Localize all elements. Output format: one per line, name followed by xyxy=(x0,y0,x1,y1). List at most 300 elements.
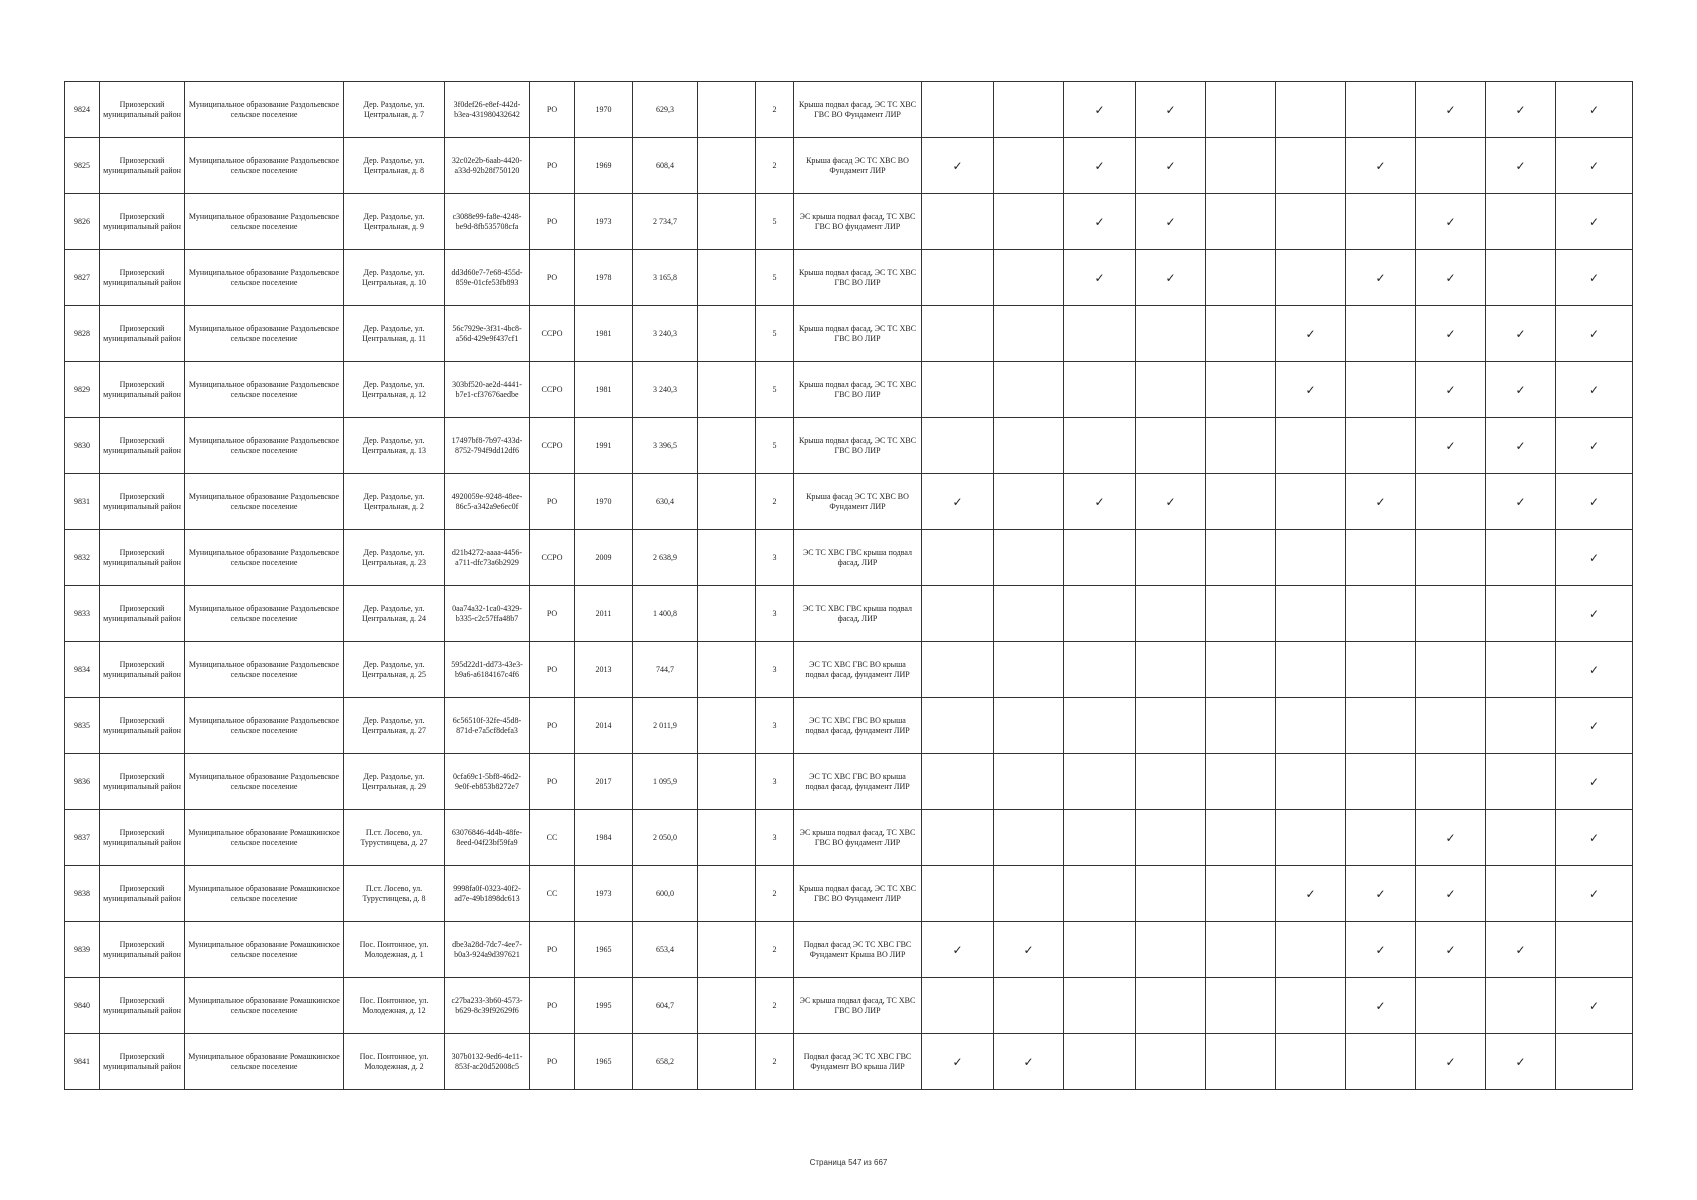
empty-check-cell xyxy=(1136,362,1206,418)
works-list-cell: Крыша подвал фасад, ЭС ТС ХВС ГВС ВО Фундамент ЛИР xyxy=(794,82,922,138)
district-cell: Приозерский муниципальный район xyxy=(100,586,185,642)
build-year-cell: 1981 xyxy=(575,306,633,362)
empty-check-cell xyxy=(1346,194,1416,250)
ownership-type-cell: РО xyxy=(530,138,575,194)
floors-cell: 5 xyxy=(756,194,794,250)
check-mark-icon: ✓ xyxy=(1136,194,1206,250)
floors-cell: 3 xyxy=(756,586,794,642)
floors-cell: 2 xyxy=(756,922,794,978)
empty-check-cell xyxy=(1346,82,1416,138)
address-cell: Дер. Раздолье, ул. Центральная, д. 10 xyxy=(344,250,445,306)
table-row xyxy=(65,306,1633,362)
area-cell: 2 011,9 xyxy=(633,698,698,754)
area-cell: 629,3 xyxy=(633,82,698,138)
check-mark-icon: ✓ xyxy=(1346,474,1416,530)
row-number-cell: 9837 xyxy=(65,810,100,866)
ownership-type-cell: ССРО xyxy=(530,306,575,362)
area-cell: 630,4 xyxy=(633,474,698,530)
check-mark-icon: ✓ xyxy=(1416,1034,1486,1090)
municipality-cell: Муниципальное образование Раздольевское сельское поселение xyxy=(185,306,344,362)
empty-check-cell xyxy=(1416,586,1486,642)
address-cell: Пос. Понтонное, ул. Молодежная, д. 1 xyxy=(344,922,445,978)
ownership-type-cell: СС xyxy=(530,810,575,866)
build-year-cell: 2013 xyxy=(575,642,633,698)
empty-check-cell xyxy=(922,586,994,642)
check-mark-icon: ✓ xyxy=(1556,306,1633,362)
empty-check-cell xyxy=(1276,754,1346,810)
check-mark-icon: ✓ xyxy=(1556,362,1633,418)
build-year-cell: 1973 xyxy=(575,866,633,922)
check-mark-icon: ✓ xyxy=(1556,978,1633,1034)
row-number-cell: 9834 xyxy=(65,642,100,698)
district-cell: Приозерский муниципальный район xyxy=(100,138,185,194)
row-number-cell: 9825 xyxy=(65,138,100,194)
check-mark-icon: ✓ xyxy=(1276,866,1346,922)
address-cell: Дер. Раздолье, ул. Центральная, д. 25 xyxy=(344,642,445,698)
row-number-cell: 9831 xyxy=(65,474,100,530)
check-mark-icon: ✓ xyxy=(1556,194,1633,250)
check-mark-icon: ✓ xyxy=(1486,474,1556,530)
building-uuid-cell: c27ba233-3b60-4573-b629-8c39f92629f6 xyxy=(445,978,530,1034)
floors-cell: 3 xyxy=(756,698,794,754)
check-mark-icon: ✓ xyxy=(994,922,1064,978)
table-row xyxy=(65,698,1633,754)
empty-check-cell xyxy=(922,418,994,474)
empty-check-cell xyxy=(994,642,1064,698)
empty-check-cell xyxy=(1064,586,1136,642)
check-mark-icon: ✓ xyxy=(1556,138,1633,194)
check-mark-icon: ✓ xyxy=(1556,754,1633,810)
empty-check-cell xyxy=(1206,866,1276,922)
ownership-type-cell: СС xyxy=(530,866,575,922)
empty-check-cell xyxy=(1206,1034,1276,1090)
check-mark-icon: ✓ xyxy=(1556,474,1633,530)
table-row xyxy=(65,418,1633,474)
floors-cell: 3 xyxy=(756,642,794,698)
table-row xyxy=(65,138,1633,194)
empty-check-cell xyxy=(1064,642,1136,698)
check-mark-icon: ✓ xyxy=(1064,474,1136,530)
check-mark-icon: ✓ xyxy=(1346,138,1416,194)
municipality-cell: Муниципальное образование Раздольевское сельское поселение xyxy=(185,418,344,474)
table-row xyxy=(65,810,1633,866)
check-mark-icon: ✓ xyxy=(1416,418,1486,474)
check-mark-icon: ✓ xyxy=(1556,418,1633,474)
building-uuid-cell: 32c02e2b-6aab-4420-a33d-92b28f750120 xyxy=(445,138,530,194)
check-mark-icon: ✓ xyxy=(1346,922,1416,978)
check-mark-icon: ✓ xyxy=(1416,194,1486,250)
building-uuid-cell: 3f0def26-e8ef-442d-b3ea-431980432642 xyxy=(445,82,530,138)
empty-check-cell xyxy=(1486,642,1556,698)
works-list-cell: Крыша подвал фасад, ЭС ТС ХВС ГВС ВО ЛИР xyxy=(794,250,922,306)
empty-check-cell xyxy=(922,250,994,306)
table-row xyxy=(65,866,1633,922)
row-number-cell: 9835 xyxy=(65,698,100,754)
check-mark-icon: ✓ xyxy=(922,1034,994,1090)
floors-cell: 5 xyxy=(756,250,794,306)
empty-check-cell xyxy=(1136,306,1206,362)
empty-cell xyxy=(698,82,756,138)
check-mark-icon: ✓ xyxy=(1064,250,1136,306)
floors-cell: 2 xyxy=(756,138,794,194)
check-mark-icon: ✓ xyxy=(1556,642,1633,698)
area-cell: 3 240,3 xyxy=(633,306,698,362)
check-mark-icon: ✓ xyxy=(1416,922,1486,978)
municipality-cell: Муниципальное образование Раздольевское сельское поселение xyxy=(185,698,344,754)
empty-check-cell xyxy=(1416,530,1486,586)
empty-check-cell xyxy=(1064,530,1136,586)
empty-check-cell xyxy=(1064,362,1136,418)
district-cell: Приозерский муниципальный район xyxy=(100,642,185,698)
building-uuid-cell: 0cfa69c1-5bf8-46d2-9e0f-eb853b8272e7 xyxy=(445,754,530,810)
empty-check-cell xyxy=(1206,418,1276,474)
empty-cell xyxy=(698,250,756,306)
build-year-cell: 2017 xyxy=(575,754,633,810)
check-mark-icon: ✓ xyxy=(1556,250,1633,306)
empty-check-cell xyxy=(1276,82,1346,138)
check-mark-icon: ✓ xyxy=(1416,810,1486,866)
check-mark-icon: ✓ xyxy=(1486,1034,1556,1090)
works-list-cell: ЭС ТС ХВС ГВС крыша подвал фасад, ЛИР xyxy=(794,530,922,586)
empty-cell xyxy=(698,754,756,810)
check-mark-icon: ✓ xyxy=(1556,698,1633,754)
empty-check-cell xyxy=(1276,1034,1346,1090)
empty-check-cell xyxy=(1276,978,1346,1034)
empty-check-cell xyxy=(922,754,994,810)
floors-cell: 3 xyxy=(756,530,794,586)
table-row xyxy=(65,362,1633,418)
empty-check-cell xyxy=(1206,250,1276,306)
check-mark-icon: ✓ xyxy=(1486,922,1556,978)
empty-check-cell xyxy=(1486,866,1556,922)
empty-check-cell xyxy=(994,362,1064,418)
empty-check-cell xyxy=(1064,698,1136,754)
works-list-cell: ЭС ТС ХВС ГВС ВО крыша подвал фасад, фундамент ЛИР xyxy=(794,754,922,810)
row-number-cell: 9839 xyxy=(65,922,100,978)
floors-cell: 5 xyxy=(756,418,794,474)
empty-check-cell xyxy=(1136,978,1206,1034)
empty-check-cell xyxy=(922,642,994,698)
ownership-type-cell: ССРО xyxy=(530,362,575,418)
empty-check-cell xyxy=(1136,418,1206,474)
check-mark-icon: ✓ xyxy=(1556,810,1633,866)
build-year-cell: 1969 xyxy=(575,138,633,194)
address-cell: Дер. Раздолье, ул. Центральная, д. 11 xyxy=(344,306,445,362)
check-mark-icon: ✓ xyxy=(922,138,994,194)
empty-check-cell xyxy=(1346,1034,1416,1090)
check-mark-icon: ✓ xyxy=(1486,362,1556,418)
floors-cell: 2 xyxy=(756,1034,794,1090)
build-year-cell: 1984 xyxy=(575,810,633,866)
empty-check-cell xyxy=(1276,138,1346,194)
address-cell: Дер. Раздолье, ул. Центральная, д. 29 xyxy=(344,754,445,810)
floors-cell: 5 xyxy=(756,306,794,362)
table-body xyxy=(65,82,1633,1090)
district-cell: Приозерский муниципальный район xyxy=(100,474,185,530)
area-cell: 2 734,7 xyxy=(633,194,698,250)
empty-check-cell xyxy=(994,978,1064,1034)
empty-check-cell xyxy=(1416,474,1486,530)
empty-check-cell xyxy=(1064,922,1136,978)
ownership-type-cell: РО xyxy=(530,1034,575,1090)
empty-check-cell xyxy=(922,530,994,586)
municipality-cell: Муниципальное образование Раздольевское сельское поселение xyxy=(185,82,344,138)
empty-check-cell xyxy=(1206,362,1276,418)
municipality-cell: Муниципальное образование Раздольевское сельское поселение xyxy=(185,754,344,810)
district-cell: Приозерский муниципальный район xyxy=(100,194,185,250)
empty-check-cell xyxy=(1416,138,1486,194)
empty-check-cell xyxy=(1206,530,1276,586)
empty-check-cell xyxy=(1064,866,1136,922)
row-number-cell: 9841 xyxy=(65,1034,100,1090)
floors-cell: 3 xyxy=(756,754,794,810)
empty-check-cell xyxy=(1206,306,1276,362)
empty-cell xyxy=(698,194,756,250)
address-cell: Дер. Раздолье, ул. Центральная, д. 2 xyxy=(344,474,445,530)
works-list-cell: ЭС ТС ХВС ГВС крыша подвал фасад, ЛИР xyxy=(794,586,922,642)
building-uuid-cell: 595d22d1-dd73-43e3-b9a6-a6184167c4f6 xyxy=(445,642,530,698)
works-list-cell: ЭС ТС ХВС ГВС ВО крыша подвал фасад, фундамент ЛИР xyxy=(794,698,922,754)
table-row xyxy=(65,530,1633,586)
floors-cell: 5 xyxy=(756,362,794,418)
row-number-cell: 9836 xyxy=(65,754,100,810)
table-row xyxy=(65,922,1633,978)
address-cell: Дер. Раздолье, ул. Центральная, д. 9 xyxy=(344,194,445,250)
empty-check-cell xyxy=(1486,810,1556,866)
check-mark-icon: ✓ xyxy=(1486,138,1556,194)
ownership-type-cell: РО xyxy=(530,474,575,530)
ownership-type-cell: РО xyxy=(530,922,575,978)
empty-check-cell xyxy=(1206,978,1276,1034)
empty-check-cell xyxy=(922,810,994,866)
address-cell: Пос. Понтонное, ул. Молодежная, д. 12 xyxy=(344,978,445,1034)
row-number-cell: 9829 xyxy=(65,362,100,418)
check-mark-icon: ✓ xyxy=(1064,138,1136,194)
floors-cell: 3 xyxy=(756,810,794,866)
building-uuid-cell: 4920059e-9248-48ee-86c5-a342a9e6ec0f xyxy=(445,474,530,530)
empty-check-cell xyxy=(1276,642,1346,698)
check-mark-icon: ✓ xyxy=(1276,362,1346,418)
floors-cell: 2 xyxy=(756,474,794,530)
empty-cell xyxy=(698,810,756,866)
build-year-cell: 1981 xyxy=(575,362,633,418)
district-cell: Приозерский муниципальный район xyxy=(100,866,185,922)
check-mark-icon: ✓ xyxy=(1136,474,1206,530)
ownership-type-cell: РО xyxy=(530,698,575,754)
empty-check-cell xyxy=(1136,698,1206,754)
building-uuid-cell: 56c7929e-3f31-4bc8-a56d-429e9f437cf1 xyxy=(445,306,530,362)
empty-check-cell xyxy=(994,866,1064,922)
ownership-type-cell: РО xyxy=(530,754,575,810)
municipality-cell: Муниципальное образование Ромашкинское сельское поселение xyxy=(185,1034,344,1090)
check-mark-icon: ✓ xyxy=(1486,82,1556,138)
build-year-cell: 2009 xyxy=(575,530,633,586)
empty-cell xyxy=(698,642,756,698)
empty-cell xyxy=(698,586,756,642)
check-mark-icon: ✓ xyxy=(1136,250,1206,306)
building-uuid-cell: 9998fa0f-0323-40f2-ad7e-49b1898dc613 xyxy=(445,866,530,922)
building-uuid-cell: 0aa74a32-1ca0-4329-b335-c2c57ffa48b7 xyxy=(445,586,530,642)
municipality-cell: Муниципальное образование Раздольевское сельское поселение xyxy=(185,362,344,418)
district-cell: Приозерский муниципальный район xyxy=(100,754,185,810)
check-mark-icon: ✓ xyxy=(1556,530,1633,586)
empty-check-cell xyxy=(994,754,1064,810)
works-list-cell: Подвал фасад ЭС ТС ХВС ГВС Фундамент ВО крыша ЛИР xyxy=(794,1034,922,1090)
empty-cell xyxy=(698,474,756,530)
empty-check-cell xyxy=(994,586,1064,642)
empty-check-cell xyxy=(1486,698,1556,754)
building-uuid-cell: 303bf520-ae2d-4441-b7e1-cf37676aedbe xyxy=(445,362,530,418)
area-cell: 3 240,3 xyxy=(633,362,698,418)
check-mark-icon: ✓ xyxy=(1136,138,1206,194)
address-cell: Дер. Раздолье, ул. Центральная, д. 24 xyxy=(344,586,445,642)
check-mark-icon: ✓ xyxy=(1416,82,1486,138)
empty-cell xyxy=(698,866,756,922)
address-cell: Дер. Раздолье, ул. Центральная, д. 8 xyxy=(344,138,445,194)
works-list-cell: Подвал фасад ЭС ТС ХВС ГВС Фундамент Крыша ВО ЛИР xyxy=(794,922,922,978)
empty-check-cell xyxy=(1486,530,1556,586)
table-row xyxy=(65,978,1633,1034)
ownership-type-cell: РО xyxy=(530,586,575,642)
empty-check-cell xyxy=(1064,1034,1136,1090)
empty-check-cell xyxy=(1206,922,1276,978)
area-cell: 604,7 xyxy=(633,978,698,1034)
ownership-type-cell: РО xyxy=(530,194,575,250)
empty-check-cell xyxy=(922,978,994,1034)
empty-cell xyxy=(698,362,756,418)
row-number-cell: 9827 xyxy=(65,250,100,306)
empty-check-cell xyxy=(994,530,1064,586)
municipality-cell: Муниципальное образование Ромашкинское сельское поселение xyxy=(185,810,344,866)
municipality-cell: Муниципальное образование Раздольевское сельское поселение xyxy=(185,586,344,642)
check-mark-icon: ✓ xyxy=(922,474,994,530)
municipality-cell: Муниципальное образование Раздольевское сельское поселение xyxy=(185,138,344,194)
address-cell: Пос. Понтонное, ул. Молодежная, д. 2 xyxy=(344,1034,445,1090)
empty-cell xyxy=(698,978,756,1034)
empty-check-cell xyxy=(1064,306,1136,362)
empty-check-cell xyxy=(1136,530,1206,586)
row-number-cell: 9830 xyxy=(65,418,100,474)
empty-check-cell xyxy=(922,306,994,362)
district-cell: Приозерский муниципальный район xyxy=(100,418,185,474)
building-uuid-cell: 63076846-4d4b-48fe-8eed-04f23bf59fa9 xyxy=(445,810,530,866)
empty-check-cell xyxy=(1556,1034,1633,1090)
empty-check-cell xyxy=(1064,810,1136,866)
empty-cell xyxy=(698,138,756,194)
empty-check-cell xyxy=(1276,250,1346,306)
page-footer: Страница 547 из 667 xyxy=(809,1158,888,1167)
check-mark-icon: ✓ xyxy=(1276,306,1346,362)
empty-check-cell xyxy=(994,698,1064,754)
empty-check-cell xyxy=(1416,642,1486,698)
check-mark-icon: ✓ xyxy=(1486,306,1556,362)
empty-check-cell xyxy=(1276,698,1346,754)
check-mark-icon: ✓ xyxy=(994,1034,1064,1090)
district-cell: Приозерский муниципальный район xyxy=(100,250,185,306)
empty-check-cell xyxy=(1136,1034,1206,1090)
address-cell: Дер. Раздолье, ул. Центральная, д. 13 xyxy=(344,418,445,474)
empty-check-cell xyxy=(1486,754,1556,810)
check-mark-icon: ✓ xyxy=(1064,194,1136,250)
building-uuid-cell: d21b4272-aaaa-4456-a711-dfc73a6b2929 xyxy=(445,530,530,586)
empty-check-cell xyxy=(1486,250,1556,306)
row-number-cell: 9832 xyxy=(65,530,100,586)
check-mark-icon: ✓ xyxy=(1346,250,1416,306)
ownership-type-cell: РО xyxy=(530,642,575,698)
build-year-cell: 1995 xyxy=(575,978,633,1034)
empty-check-cell xyxy=(1136,586,1206,642)
check-mark-icon: ✓ xyxy=(1486,418,1556,474)
area-cell: 1 400,8 xyxy=(633,586,698,642)
ownership-type-cell: ССРО xyxy=(530,530,575,586)
row-number-cell: 9833 xyxy=(65,586,100,642)
district-cell: Приозерский муниципальный район xyxy=(100,530,185,586)
empty-check-cell xyxy=(1486,194,1556,250)
empty-check-cell xyxy=(994,418,1064,474)
empty-check-cell xyxy=(994,82,1064,138)
empty-check-cell xyxy=(1346,754,1416,810)
empty-check-cell xyxy=(1136,866,1206,922)
empty-check-cell xyxy=(1206,642,1276,698)
municipality-cell: Муниципальное образование Ромашкинское сельское поселение xyxy=(185,922,344,978)
ownership-type-cell: РО xyxy=(530,250,575,306)
empty-check-cell xyxy=(994,194,1064,250)
empty-check-cell xyxy=(1136,642,1206,698)
empty-check-cell xyxy=(1416,754,1486,810)
empty-check-cell xyxy=(1136,922,1206,978)
empty-check-cell xyxy=(922,698,994,754)
empty-check-cell xyxy=(1206,810,1276,866)
empty-check-cell xyxy=(1346,642,1416,698)
district-cell: Приозерский муниципальный район xyxy=(100,1034,185,1090)
building-uuid-cell: 6c56510f-32fe-45d8-871d-e7a5cf8defa3 xyxy=(445,698,530,754)
empty-check-cell xyxy=(1276,922,1346,978)
building-uuid-cell: c3088e99-fa8e-4248-be9d-8fb535708cfa xyxy=(445,194,530,250)
table-row xyxy=(65,1034,1633,1090)
municipality-cell: Муниципальное образование Раздольевское сельское поселение xyxy=(185,530,344,586)
floors-cell: 2 xyxy=(756,866,794,922)
check-mark-icon: ✓ xyxy=(922,922,994,978)
empty-check-cell xyxy=(1206,138,1276,194)
floors-cell: 2 xyxy=(756,82,794,138)
area-cell: 1 095,9 xyxy=(633,754,698,810)
area-cell: 3 396,5 xyxy=(633,418,698,474)
empty-cell xyxy=(698,418,756,474)
build-year-cell: 2014 xyxy=(575,698,633,754)
empty-cell xyxy=(698,1034,756,1090)
empty-check-cell xyxy=(1276,530,1346,586)
empty-check-cell xyxy=(1276,474,1346,530)
empty-check-cell xyxy=(1206,194,1276,250)
municipality-cell: Муниципальное образование Раздольевское сельское поселение xyxy=(185,642,344,698)
area-cell: 608,4 xyxy=(633,138,698,194)
works-list-cell: ЭС ТС ХВС ГВС ВО крыша подвал фасад, фундамент ЛИР xyxy=(794,642,922,698)
empty-check-cell xyxy=(994,138,1064,194)
check-mark-icon: ✓ xyxy=(1136,82,1206,138)
row-number-cell: 9826 xyxy=(65,194,100,250)
empty-check-cell xyxy=(1206,82,1276,138)
district-cell: Приозерский муниципальный район xyxy=(100,698,185,754)
empty-check-cell xyxy=(1556,922,1633,978)
empty-check-cell xyxy=(922,866,994,922)
check-mark-icon: ✓ xyxy=(1346,866,1416,922)
empty-check-cell xyxy=(922,82,994,138)
build-year-cell: 1991 xyxy=(575,418,633,474)
table-row xyxy=(65,754,1633,810)
ownership-type-cell: РО xyxy=(530,82,575,138)
build-year-cell: 1965 xyxy=(575,1034,633,1090)
empty-check-cell xyxy=(1276,418,1346,474)
